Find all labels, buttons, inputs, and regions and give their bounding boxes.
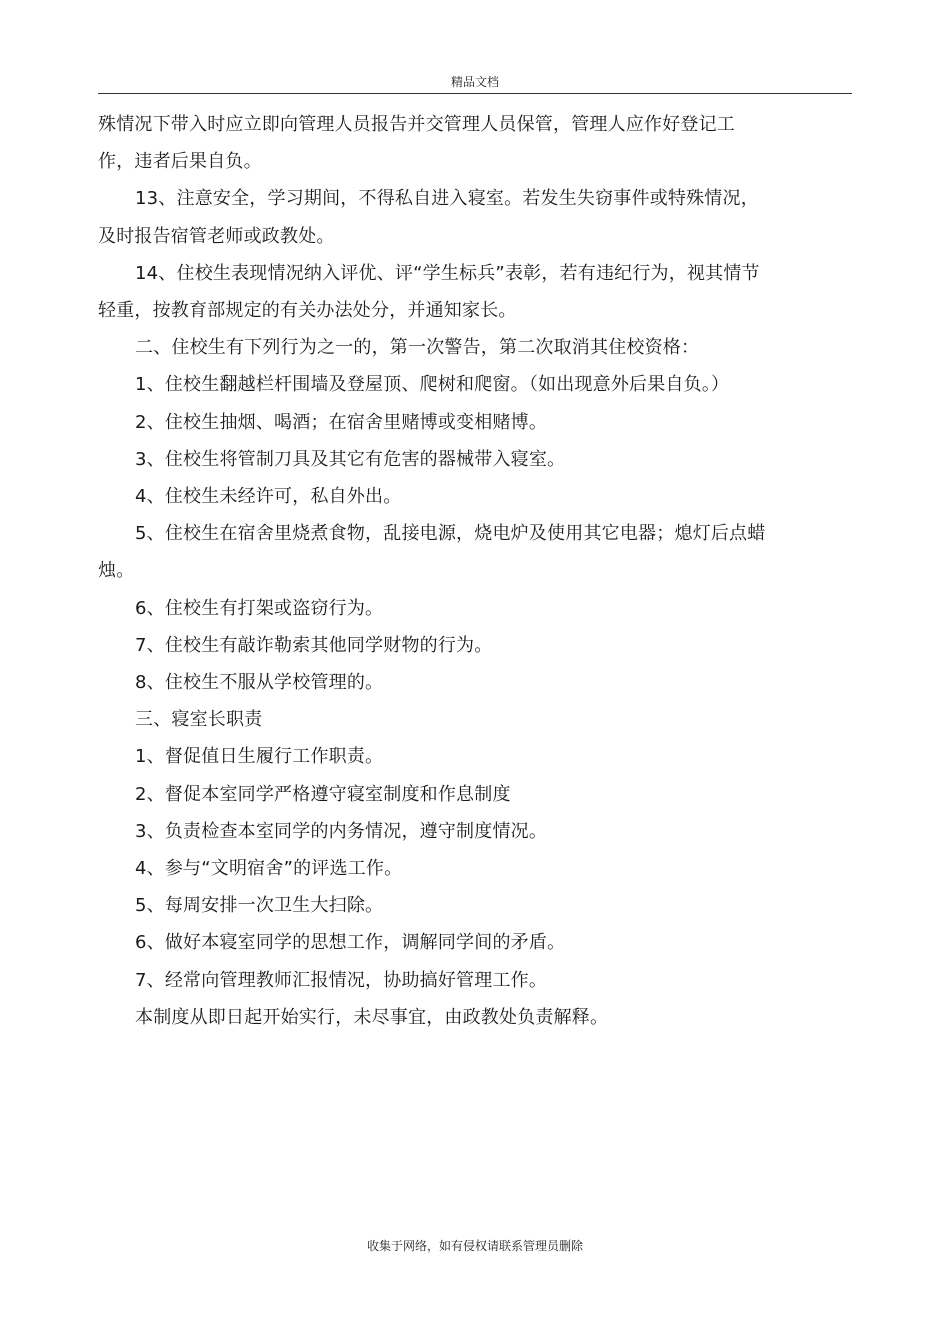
section-heading-3: 三、寝室长职责 <box>135 709 263 731</box>
rule-item-14-continuation: 轻重，按教育部规定的有关办法处分，并通知家长。 <box>98 300 517 322</box>
rule-item-14: 14、住校生表现情况纳入评优、评“学生标兵”表彰，若有违纪行为，视其情节 <box>135 262 760 284</box>
header-divider <box>98 93 852 94</box>
body-line-continuation: 作，违者后果自负。 <box>98 151 262 173</box>
duty-item-6: 6、做好本寝室同学的思想工作，调解同学间的矛盾。 <box>135 932 566 954</box>
duty-item-1: 1、督促值日生履行工作职责。 <box>135 746 384 768</box>
duty-item-4: 4、参与“文明宿舍”的评选工作。 <box>135 858 403 880</box>
rule-item-13-continuation: 及时报告宿管老师或政教处。 <box>98 225 335 247</box>
page-footer: 收集于网络，如有侵权请联系管理员删除 <box>366 1239 583 1253</box>
closing-statement: 本制度从即日起开始实行，未尽事宜，由政教处负责解释。 <box>135 1006 609 1028</box>
duty-item-2: 2、督促本室同学严格遵守寝室制度和作息制度 <box>135 783 511 805</box>
violation-item-2: 2、住校生抽烟、喝酒；在宿舍里赌博或变相赌博。 <box>135 411 548 433</box>
violation-item-8: 8、住校生不服从学校管理的。 <box>135 672 384 694</box>
violation-item-4: 4、住校生未经许可，私自外出。 <box>135 486 402 508</box>
rule-item-13: 13、注意安全，学习期间，不得私自进入寝室。若发生失窃事件或特殊情况， <box>135 188 759 210</box>
duty-item-3: 3、负责检查本室同学的内务情况，遵守制度情况。 <box>135 820 548 842</box>
violation-item-5-continuation: 烛。 <box>98 560 135 582</box>
violation-item-3: 3、住校生将管制刀具及其它有危害的器械带入寝室。 <box>135 448 566 470</box>
violation-item-1: 1、住校生翻越栏杆围墙及登屋顶、爬树和爬窗。（如出现意外后果自负。） <box>135 374 730 396</box>
section-heading-2: 二、住校生有下列行为之一的，第一次警告，第二次取消其住校资格： <box>135 337 700 359</box>
page-header: 精品文档 <box>450 75 499 89</box>
violation-item-7: 7、住校生有敲诈勒索其他同学财物的行为。 <box>135 634 493 656</box>
violation-item-5: 5、住校生在宿舍里烧煮食物，乱接电源，烧电炉及使用其它电器；熄灯后点蜡 <box>135 523 766 545</box>
document-body <box>98 106 828 1036</box>
body-line-continuation: 殊情况下带入时应立即向管理人员报告并交管理人员保管，管理人应作好登记工 <box>98 114 735 135</box>
duty-item-5: 5、每周安排一次卫生大扫除。 <box>135 895 384 917</box>
violation-item-6: 6、住校生有打架或盗窃行为。 <box>135 597 384 619</box>
duty-item-7: 7、经常向管理教师汇报情况，协助搞好管理工作。 <box>135 969 548 991</box>
